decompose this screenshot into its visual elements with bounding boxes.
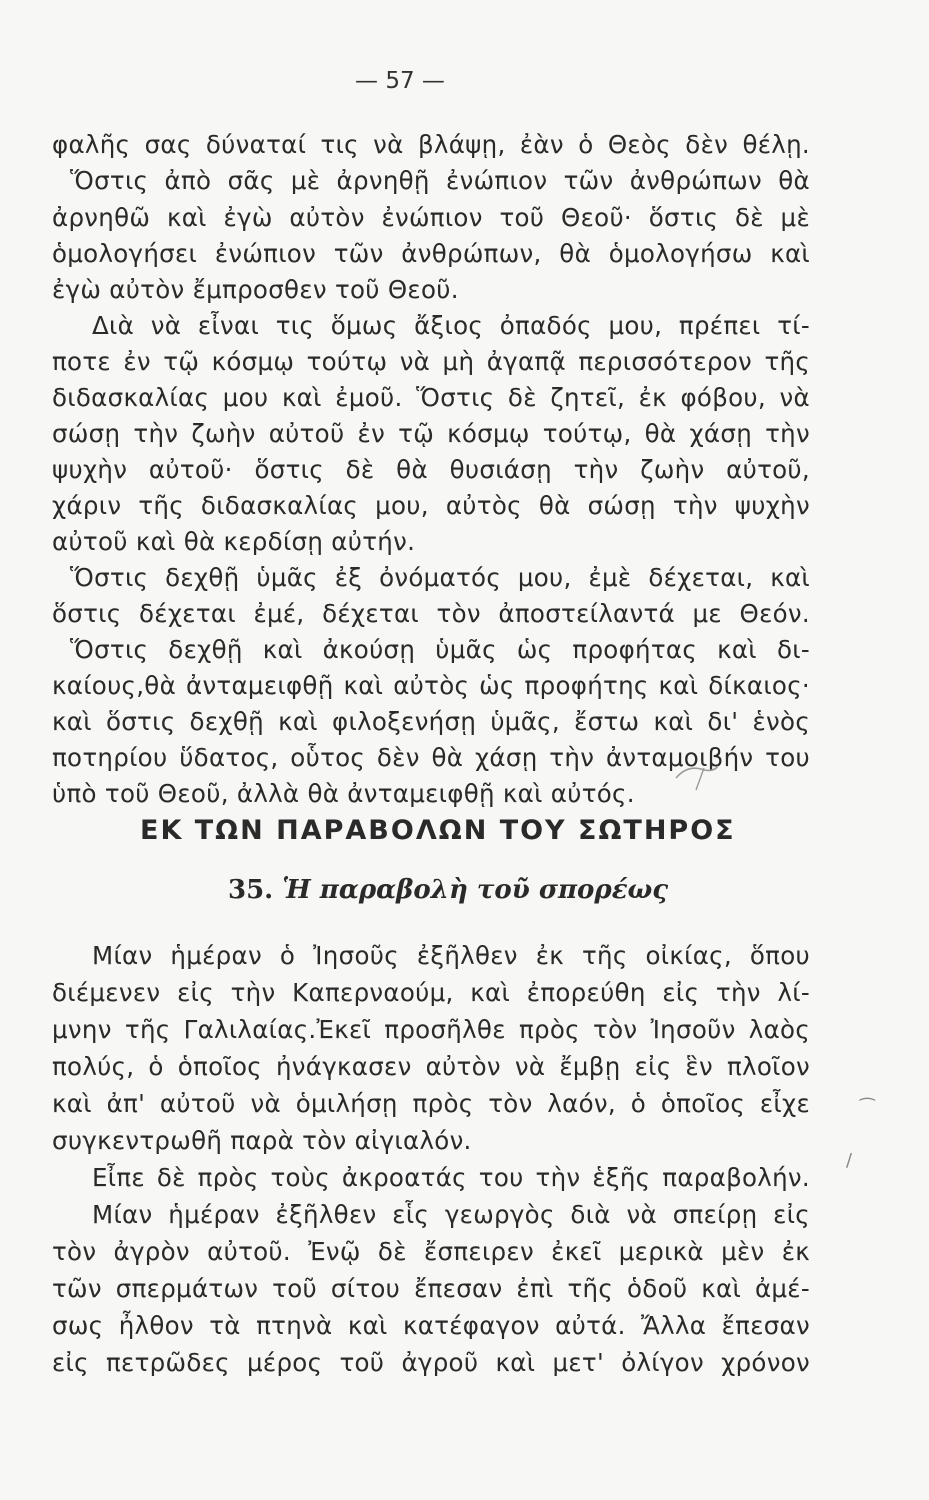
text-line: ὅστις δέχεται ἐμέ, δέχεται τὸν ἀποστείλαντά με Θεόν. — [52, 599, 810, 628]
text-line: ὑπὸ τοῦ Θεοῦ, ἀλλὰ θὰ ἀνταμειφθῇ καὶ αὐτός. — [52, 779, 635, 808]
section-heading: ΕΚ ΤΩΝ ΠΑΡΑΒΟΛΩΝ ΤΟΥ ΣΩΤΗΡΟΣ — [140, 815, 736, 846]
text-line: ποτε ἐν τῷ κόσμῳ τούτῳ νὰ μὴ ἀγαπᾷ περισσότερον τῆς — [52, 347, 810, 376]
text-line: ἐγὼ αὐτὸν ἔμπροσθεν τοῦ Θεοῦ. — [52, 275, 459, 304]
text-line: ὁμολογήσει ἐνώπιον τῶν ἀνθρώπων, θὰ ὁμολογήσω καὶ — [52, 239, 810, 268]
text-line: πολύς, ὁ ὁποῖος ἠνάγκασεν αὐτὸν νὰ ἔμβῃ εἰς ἓν πλοῖον — [52, 1052, 810, 1081]
text-line: καὶ ἀπ' αὐτοῦ νὰ ὁμιλήσῃ πρὸς τὸν λαόν, ὁ ὁποῖος εἶχε — [52, 1089, 810, 1118]
text-line: αὐτοῦ καὶ θὰ κερδίσῃ αὐτήν. — [52, 527, 416, 556]
text-line: διέμενεν εἰς τὴν Καπερναούμ, καὶ ἐπορεύθη εἰς τὴν λί- — [52, 978, 810, 1007]
text-line: τὸν ἀγρὸν αὐτοῦ. Ἐνῷ δὲ ἔσπειρεν ἐκεῖ μερικὰ μὲν ἐκ — [52, 1237, 810, 1266]
text-line: σώσῃ τὴν ζωὴν αὐτοῦ ἐν τῷ κόσμῳ τούτῳ, θὰ χάσῃ τὴν — [52, 419, 810, 448]
text-line: διδασκαλίας μου καὶ ἐμοῦ. Ὅστις δὲ ζητεῖ, ἐκ φόβου, νὰ — [52, 383, 810, 412]
text-line: εἰς πετρῶδες μέρος τοῦ ἀγροῦ καὶ μετ' ὀλίγον χρόνον — [52, 1348, 810, 1377]
text-line: ἀρνηθῶ καὶ ἐγὼ αὐτὸν ἐνώπιον τοῦ Θεοῦ· ὅστις δὲ μὲ — [52, 203, 810, 232]
text-line: ψυχὴν αὐτοῦ· ὅστις δὲ θὰ θυσιάσῃ τὴν ζωὴν αὐτοῦ, — [52, 455, 810, 484]
margin-mark: / — [846, 1150, 853, 1171]
text-line: Ὅστις δεχθῇ καὶ ἀκούσῃ ὑμᾶς ὡς προφήτας καὶ δι- — [70, 635, 810, 664]
text-line: συγκεντρωθῆ παρὰ τὸν αἰγιαλόν. — [52, 1126, 472, 1155]
text-line: Εἶπε δὲ πρὸς τοὺς ἀκροατάς του τὴν ἑξῆς παραβολήν. — [92, 1163, 810, 1192]
text-line: Διὰ νὰ εἶναι τις ὅμως ἄξιος ὀπαδός μου, πρέπει τί- — [92, 311, 810, 340]
text-line: τῶν σπερμάτων τοῦ σίτου ἔπεσαν ἐπὶ τῆς ὁδοῦ καὶ ἀμέ- — [52, 1274, 810, 1303]
page-number: — 57 — — [355, 68, 445, 94]
text-line: φαλῆς σας δύναταί τις νὰ βλάψῃ, ἐὰν ὁ Θεὸς δὲν θέλῃ. — [52, 130, 810, 159]
chapter-title-text: Ἡ παραβολὴ τοῦ σπορέως — [282, 875, 669, 905]
text-line: Μίαν ἡμέραν ἐξῆλθεν εἷς γεωργὸς διὰ νὰ σπείρῃ εἰς — [92, 1200, 810, 1229]
margin-mark: ⁀ — [860, 1098, 875, 1119]
text-line: καίους,θὰ ἀνταμειφθῇ καὶ αὐτὸς ὡς προφήτης καὶ δίκαιος· — [52, 671, 810, 700]
text-line: σως ἦλθον τὰ πτηνὰ καὶ κατέφαγον αὐτά. Ἄλλα ἔπεσαν — [52, 1311, 810, 1340]
text-line: Ὅστις ἀπὸ σᾶς μὲ ἀρνηθῇ ἐνώπιον τῶν ἀνθρώπων θὰ — [70, 166, 810, 195]
chapter-title — [228, 875, 668, 905]
end-flourish-icon — [674, 752, 720, 792]
text-line: ποτηρίου ὕδατος, οὗτος δὲν θὰ χάσῃ τὴν ἀνταμοιβήν του — [52, 743, 810, 772]
text-line: Μίαν ἡμέραν ὁ Ἰησοῦς ἐξῆλθεν ἐκ τῆς οἰκίας, ὅπου — [92, 941, 810, 970]
text-line: Ὅστις δεχθῇ ὑμᾶς ἐξ ὀνόματός μου, ἐμὲ δέχεται, καὶ — [70, 563, 810, 592]
chapter-number: 35. — [228, 875, 274, 905]
text-line: μνην τῆς Γαλιλαίας.Ἐκεῖ προσῆλθε πρὸς τὸν Ἰησοῦν λαὸς — [52, 1015, 810, 1044]
text-line: χάριν τῆς διδασκαλίας μου, αὐτὸς θὰ σώσῃ τὴν ψυχὴν — [52, 491, 810, 520]
text-line: καὶ ὅστις δεχθῇ καὶ φιλοξενήσῃ ὑμᾶς, ἔστω καὶ δι' ἑνὸς — [52, 707, 810, 736]
